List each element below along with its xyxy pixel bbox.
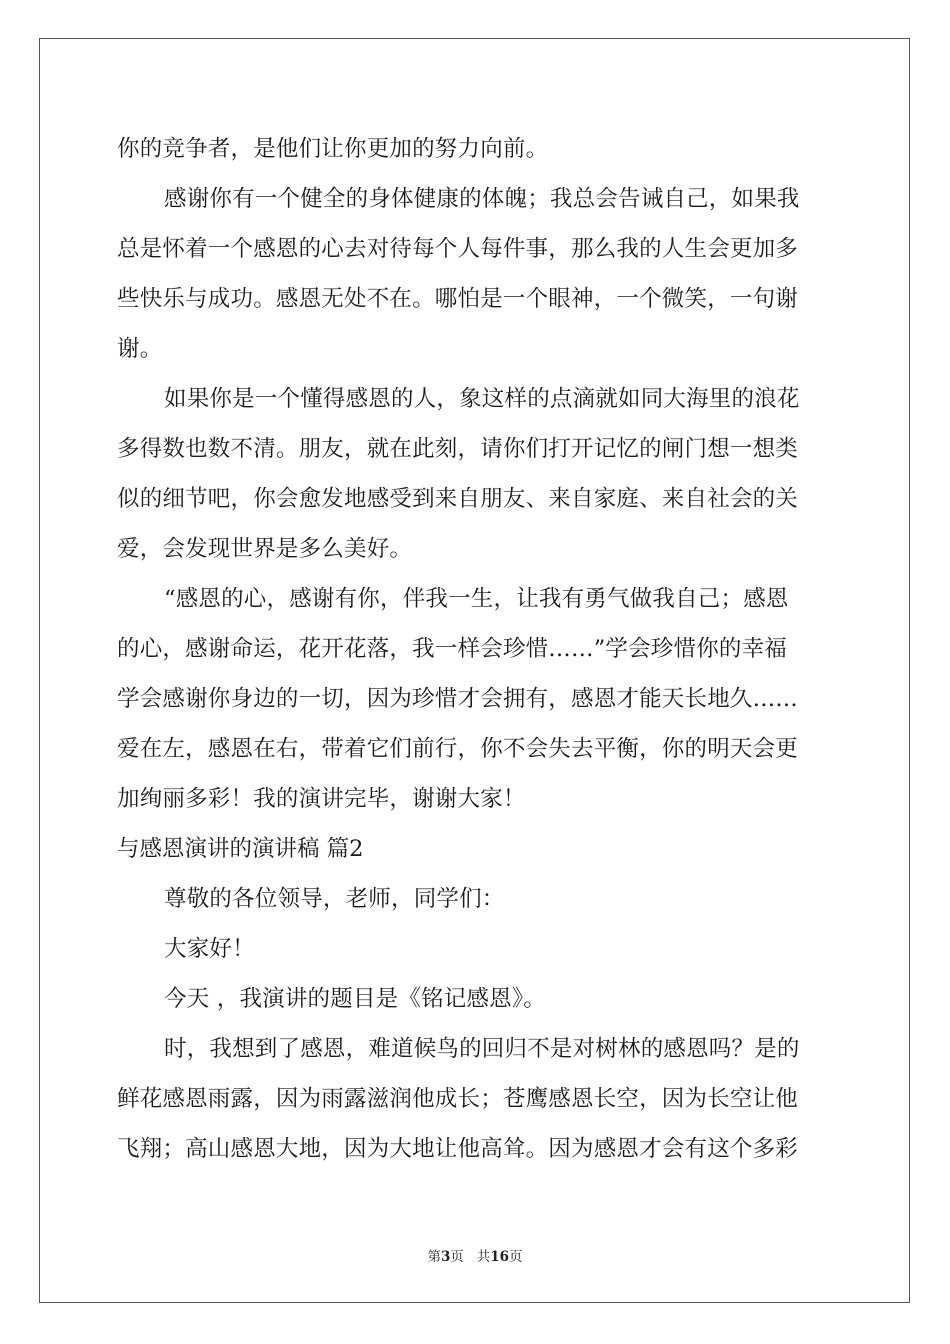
paragraph-line: 时，我想到了感恩，难道候鸟的回归不是对树林的感恩吗？是的	[164, 1036, 800, 1062]
paragraph-line: 总是怀着一个感恩的心去对待每个人每件事，那么我的人生会更加多	[117, 236, 799, 262]
footer-total-pages: 16	[490, 1249, 510, 1265]
footer-prefix: 第	[427, 1249, 441, 1265]
paragraph-line: 大家好！	[164, 936, 255, 962]
paragraph-line: 如果你是一个懂得感恩的人，象这样的点滴就如同大海里的浪花	[164, 386, 800, 412]
paragraph-line: 学会感谢你身边的一切，因为珍惜才会拥有，感恩才能天长地久……	[117, 686, 799, 712]
paragraph-line: 加绚丽多彩！我的演讲完毕，谢谢大家！	[117, 786, 526, 812]
footer-page-number: 3	[440, 1249, 451, 1265]
paragraph-line: 些快乐与成功。感恩无处不在。哪怕是一个眼神，一个微笑，一句谢	[117, 286, 799, 312]
paragraph-line: 飞翔；高山感恩大地，因为大地让他高耸。因为感恩才会有这个多彩	[117, 1136, 799, 1162]
section-heading: 与感恩演讲的演讲稿 篇2	[117, 836, 364, 862]
paragraph-line: “感恩的心，感谢有你，伴我一生，让我有勇气做我自己；感恩	[164, 586, 789, 612]
paragraph-line: 多得数也数不清。朋友，就在此刻，请你们打开记忆的闸门想一想类	[117, 436, 799, 462]
footer-total-prefix: 共	[476, 1249, 491, 1265]
footer-page-suffix: 页	[450, 1249, 464, 1265]
paragraph-line: 今天 ，我演讲的题目是《铭记感恩》。	[164, 986, 547, 1012]
paragraph-line: 你的竞争者，是他们让你更加的努力向前。	[117, 136, 549, 162]
document-body	[117, 124, 833, 1174]
page-footer	[0, 1245, 950, 1265]
paragraph-line: 似的细节吧，你会愈发地感受到来自朋友、来自家庭、来自社会的关	[117, 486, 799, 512]
paragraph-line: 感谢你有一个健全的身体健康的体魄；我总会告诫自己，如果我	[164, 186, 800, 212]
paragraph-line: 的心，感谢命运，花开花落，我一样会珍惜……”学会珍惜你的幸福	[117, 636, 788, 662]
paragraph-line: 尊敬的各位领导，老师，同学们：	[164, 886, 505, 912]
paragraph-line: 鲜花感恩雨露，因为雨露滋润他成长；苍鹰感恩长空，因为长空让他	[117, 1086, 799, 1112]
footer-total-suffix: 页	[509, 1249, 523, 1265]
paragraph-line: 爱在左，感恩在右，带着它们前行，你不会失去平衡，你的明天会更	[117, 736, 799, 762]
paragraph-line: 爱，会发现世界是多么美好。	[117, 536, 413, 562]
paragraph-line: 谢。	[117, 336, 163, 362]
